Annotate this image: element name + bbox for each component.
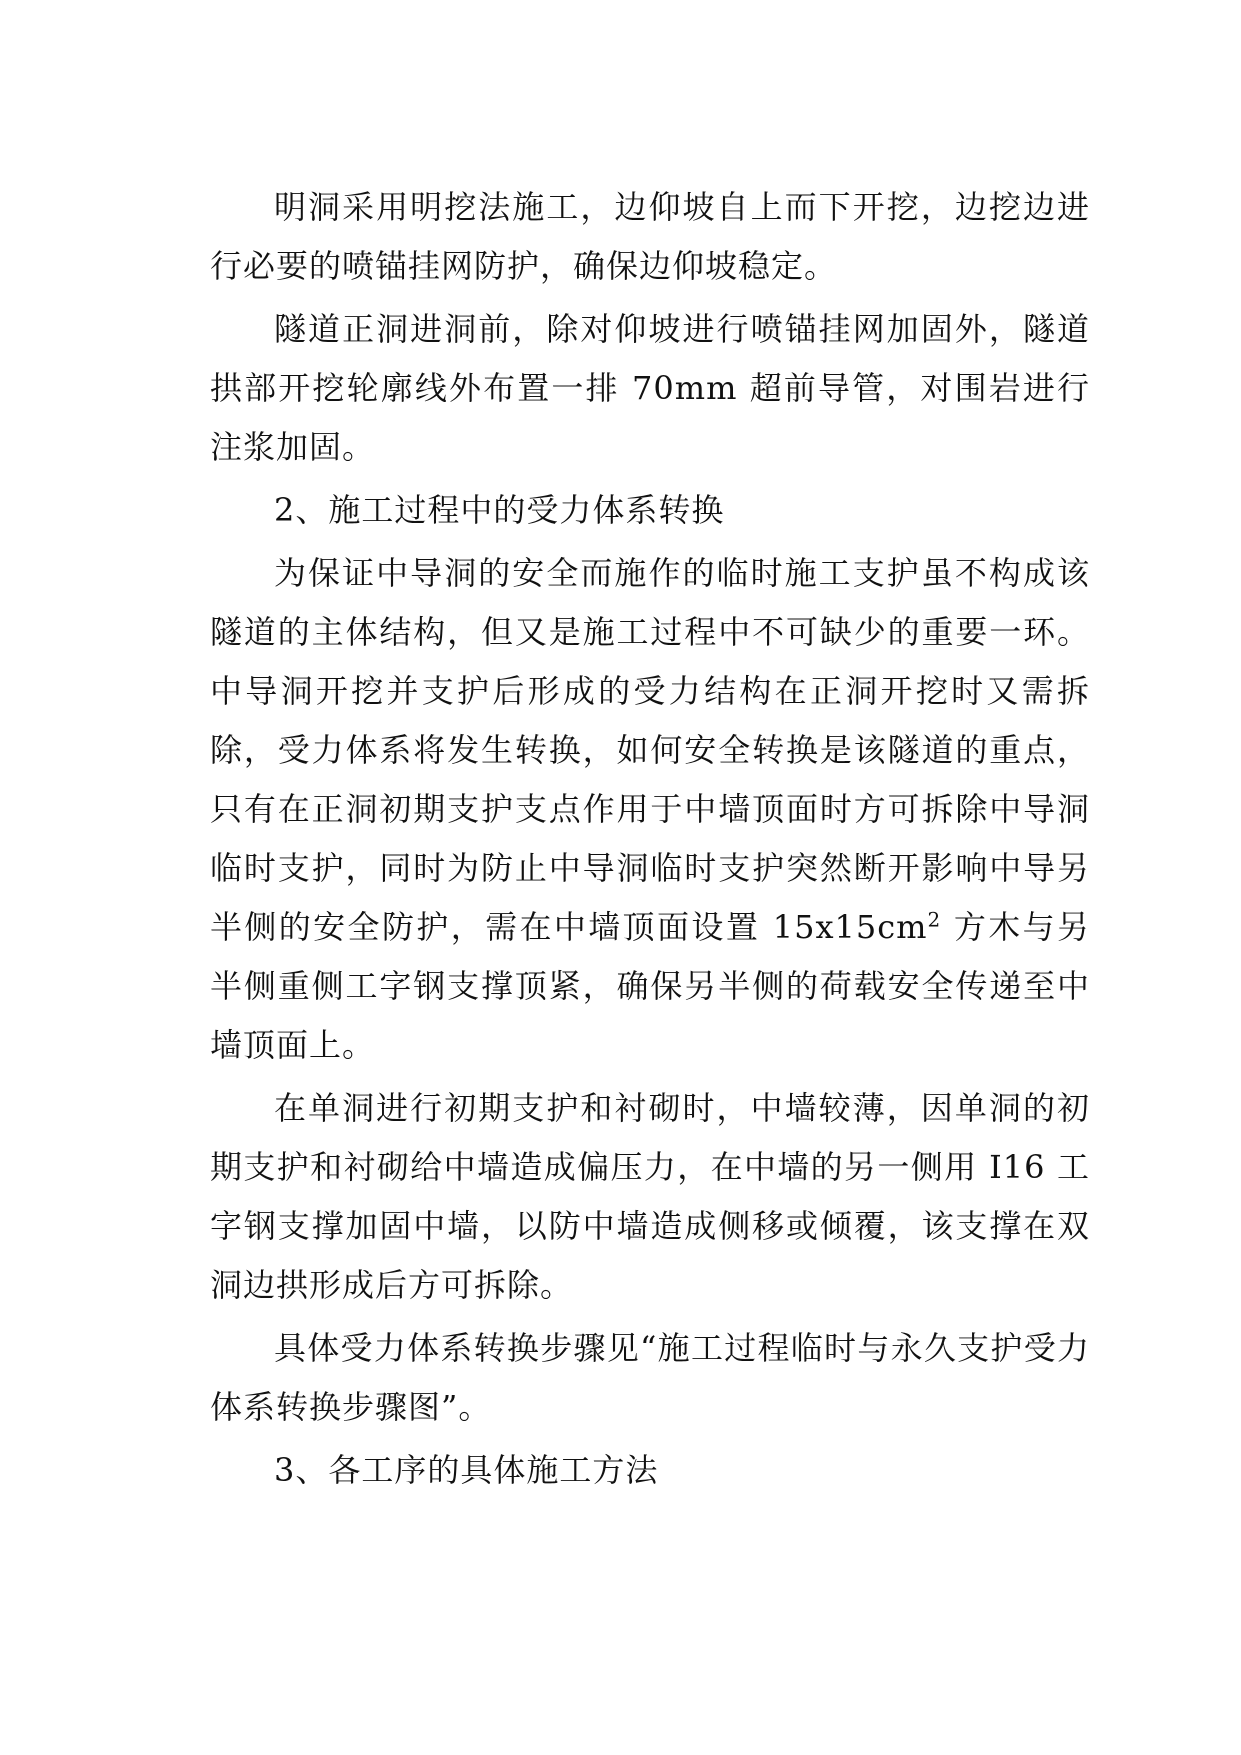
section-heading-load-system-conversion: 2、施工过程中的受力体系转换 bbox=[274, 491, 725, 529]
paragraph-tunnel-entry-reinforcement: 隧道正洞进洞前，除对仰坡进行喷锚挂网加固外，隧道拱部开挖轮廓线外布置一排 70mm 超前导管，对围岩进行注浆加固。 bbox=[210, 310, 1090, 466]
paragraph-conversion-steps-reference: 具体受力体系转换步骤见“施工过程临时与永久支护受力体系转换步骤图”。 bbox=[210, 1329, 1090, 1426]
paragraph-middle-wall-bracing: 在单洞进行初期支护和衬砌时，中墙较薄，因单洞的初期支护和衬砌给中墙造成偏压力，在中墙的另一侧用 I16 工字钢支撑加固中墙，以防中墙造成侧移或倾覆，该支撑在双洞边拱形成后方可拆除。 bbox=[210, 1089, 1090, 1304]
paragraph-open-cut-method: 明洞采用明挖法施工，边仰坡自上而下开挖，边挖边进行必要的喷锚挂网防护，确保边仰坡稳定。 bbox=[210, 188, 1090, 285]
document-body bbox=[210, 178, 1090, 1504]
timber-dimension: 15x15cm bbox=[772, 908, 928, 946]
paragraph-temporary-support-conversion bbox=[210, 544, 1090, 1075]
paragraph-text-continued: 方木与另半侧重侧工字钢支撑顶紧，确保另半侧的荷载安全传递至中墙顶面上。 bbox=[210, 908, 1090, 1064]
dimension-superscript: 2 bbox=[927, 907, 942, 932]
section-heading-construction-methods: 3、各工序的具体施工方法 bbox=[274, 1451, 659, 1489]
paragraph-text: 为保证中导洞的安全而施作的临时施工支护虽不构成该隧道的主体结构，但又是施工过程中不可缺少的重要一环。中导洞开挖并支护后形成的受力结构在正洞开挖时又需拆除，受力体系将发生转换，如何安全转换是该隧道的重点，只有在正洞初期支护支点作用于中墙顶面时方可拆除中导洞临时支护，同时为防止中导洞临时支护突然断开影响中导另半侧的安全防护，需在中墙顶面设置 bbox=[210, 554, 1090, 946]
